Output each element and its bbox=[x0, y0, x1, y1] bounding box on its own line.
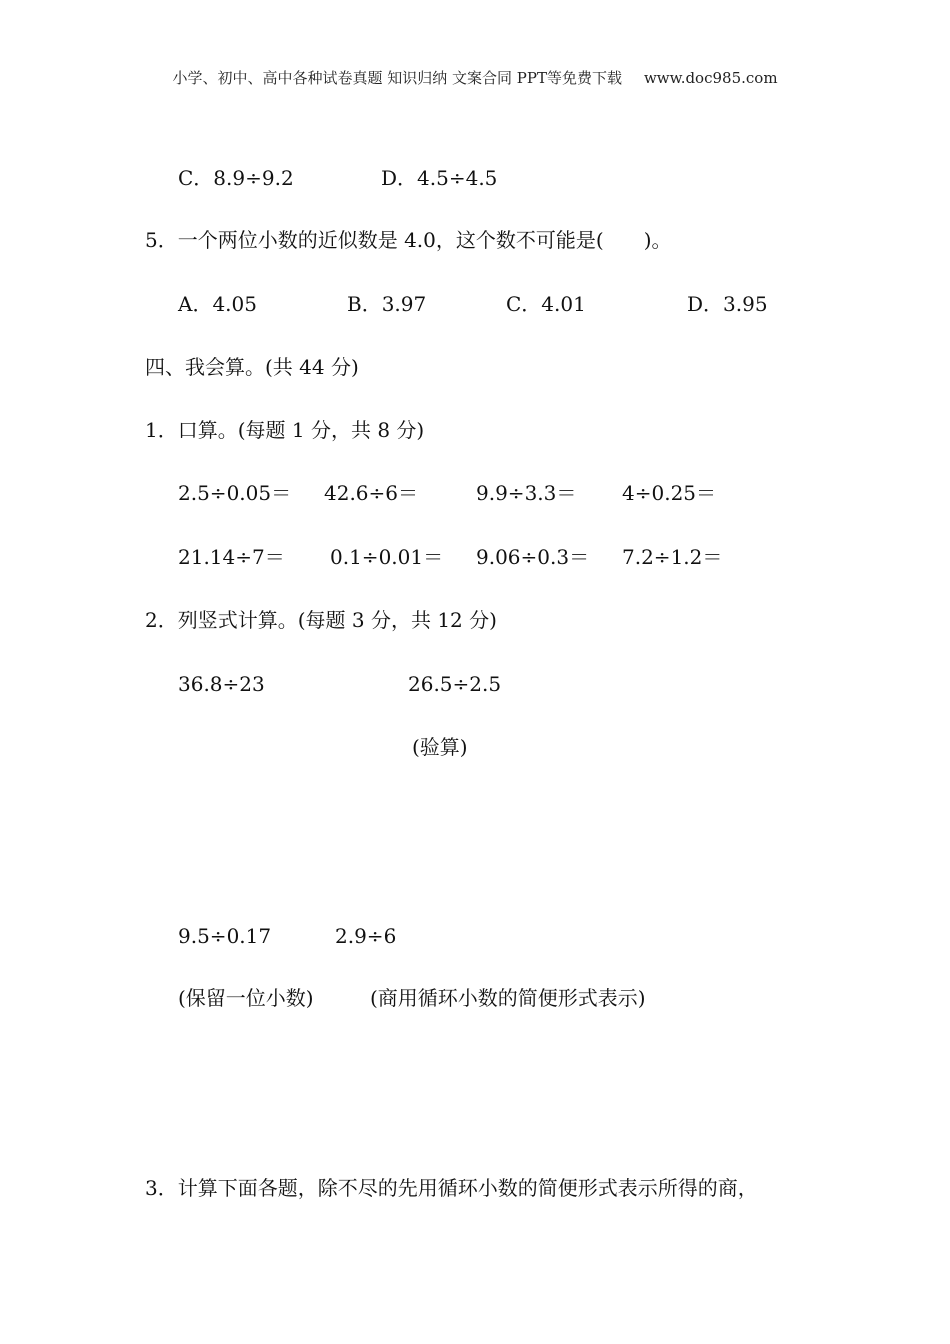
q4-option-d: D．4.5÷4.5 bbox=[381, 166, 498, 190]
header-url: www.doc985.com bbox=[643, 69, 778, 87]
header-text: 小学、初中、高中各种试卷真题 知识归纳 文案合同 PPT等免费下载 bbox=[172, 69, 622, 87]
q5-option-a: A．4.05 bbox=[178, 292, 257, 316]
q5-option-b: B．3.97 bbox=[347, 292, 427, 316]
oral-calc-item: 9.06÷0.3＝ bbox=[476, 545, 590, 569]
q5-option-c: C．4.01 bbox=[506, 292, 586, 316]
oral-calc-item: 0.1÷0.01＝ bbox=[330, 545, 444, 569]
oral-calc-item: 21.14÷7＝ bbox=[178, 545, 285, 569]
part3-title: 3．计算下面各题，除不尽的先用循环小数的简便形式表示所得的商， bbox=[145, 1176, 758, 1200]
vertical-calc-item: 36.8÷23 bbox=[178, 672, 265, 696]
q5-stem: 5．一个两位小数的近似数是 4.0，这个数不可能是( )。 bbox=[145, 228, 672, 252]
vertical-calc-item: 9.5÷0.17 bbox=[178, 924, 272, 948]
oral-calc-item: 9.9÷3.3＝ bbox=[476, 481, 577, 505]
vertical-calc-item: 26.5÷2.5 bbox=[408, 672, 502, 696]
page-header bbox=[0, 71, 950, 86]
vertical-calc-item: 2.9÷6 bbox=[335, 924, 397, 948]
q5-option-d: D．3.95 bbox=[687, 292, 768, 316]
part1-title: 1．口算。(每题 1 分，共 8 分) bbox=[145, 418, 425, 442]
repeat-decimal-note: (商用循环小数的简便形式表示) bbox=[370, 986, 646, 1010]
oral-calc-item: 42.6÷6＝ bbox=[324, 481, 419, 505]
round-note: (保留一位小数) bbox=[178, 986, 314, 1010]
check-note: (验算) bbox=[412, 735, 468, 759]
part2-title: 2．列竖式计算。(每题 3 分，共 12 分) bbox=[145, 608, 497, 632]
oral-calc-item: 2.5÷0.05＝ bbox=[178, 481, 292, 505]
section4-title: 四、我会算。(共 44 分) bbox=[145, 355, 359, 379]
oral-calc-item: 4÷0.25＝ bbox=[622, 481, 717, 505]
q4-option-c: C．8.9÷9.2 bbox=[178, 166, 294, 190]
oral-calc-item: 7.2÷1.2＝ bbox=[622, 545, 723, 569]
